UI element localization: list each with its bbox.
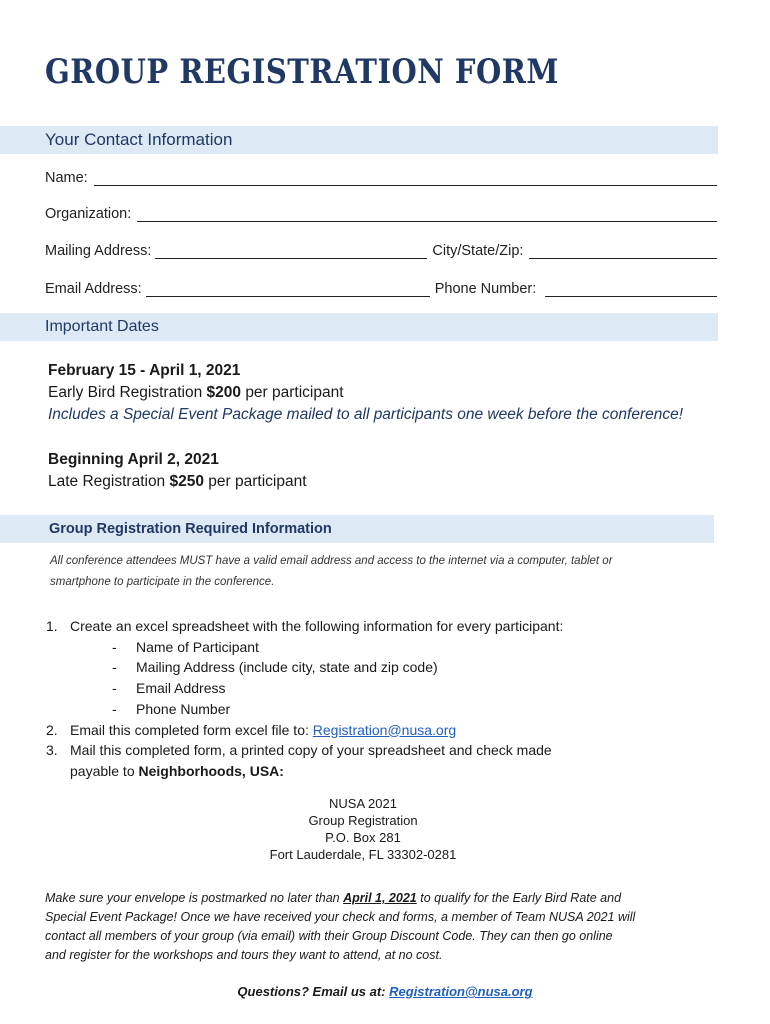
organization-label: Organization: xyxy=(45,206,132,222)
required-section-heading: Group Registration Required Information xyxy=(49,521,332,537)
contact-section-heading: Your Contact Information xyxy=(45,130,233,149)
instructions-list xyxy=(46,616,563,782)
mailing-address-block: NUSA 2021 Group Registration P.O. Box 281 Fort Lauderdale, FL 33302-0281 xyxy=(269,796,457,862)
list-item: 2. Email this completed form excel file to: Registration@nusa.org xyxy=(46,720,563,741)
organization-field[interactable] xyxy=(137,208,717,222)
late-price-line: Late Registration $250 per participant xyxy=(48,473,307,490)
list-item: - Mailing Address (include city, state and zip code) xyxy=(112,659,438,676)
questions-line: Questions? Email us at: Registration@nusa.org xyxy=(237,984,533,999)
email-address-field[interactable] xyxy=(146,283,430,297)
early-bird-price: $200 xyxy=(206,384,241,401)
early-bird-range: February 15 - April 1, 2021 xyxy=(48,362,241,379)
list-item: - Email Address xyxy=(112,680,226,697)
email-address-label: Email Address: xyxy=(45,281,142,297)
early-bird-note: Includes a Special Event Package mailed to all participants one week before the conference! xyxy=(48,406,684,423)
registration-email-link[interactable]: Registration@nusa.org xyxy=(312,721,457,738)
list-item: - Name of Participant xyxy=(112,638,259,655)
postmark-deadline: April 1, 2021 xyxy=(343,891,417,905)
late-range: Beginning April 2, 2021 xyxy=(48,451,219,468)
questions-email-link[interactable]: Registration@nusa.org xyxy=(389,984,533,999)
mailing-address-field[interactable] xyxy=(155,245,427,259)
name-row xyxy=(45,170,717,186)
list-item: 1. Create an excel spreadsheet with the following information for every participant: xyxy=(46,618,564,634)
list-item-continued: payable to Neighborhoods, USA: xyxy=(70,762,284,779)
late-price: $250 xyxy=(169,473,204,490)
city-state-zip-field[interactable] xyxy=(529,245,717,259)
city-state-zip-label: City/State/Zip: xyxy=(432,243,524,259)
name-field[interactable] xyxy=(94,172,717,186)
list-item: 3. Mail this completed form, a printed copy of your spreadsheet and check made xyxy=(46,742,552,759)
phone-number-label: Phone Number: xyxy=(434,281,537,297)
closing-paragraph: Make sure your envelope is postmarked no later than April 1, 2021 to qualify for the Early Bird Rate and Special Event Package! Once we have received your check and forms, a member of Team NUSA 2021 will contact all members of your group (via email) with their Group Discount Code. They can then go online and register for the workshops and tours they want to attend, at no cost. xyxy=(45,891,636,962)
requirement-note: All conference attendees MUST have a valid email address and access to the internet via a computer, tablet or smartphone to participate in the conference. xyxy=(50,555,613,588)
email-row xyxy=(45,281,717,297)
phone-number-field[interactable] xyxy=(545,283,717,297)
organization-row xyxy=(45,206,717,222)
name-label: Name: xyxy=(45,170,88,186)
mailing-address-label: Mailing Address: xyxy=(45,243,152,259)
mailing-row xyxy=(45,243,717,259)
early-bird-price-line: Early Bird Registration $200 per participant xyxy=(48,384,344,401)
form-title: GROUP REGISTRATION FORM xyxy=(45,52,559,92)
dates-section-heading: Important Dates xyxy=(45,318,159,335)
list-item: - Phone Number xyxy=(112,700,231,717)
